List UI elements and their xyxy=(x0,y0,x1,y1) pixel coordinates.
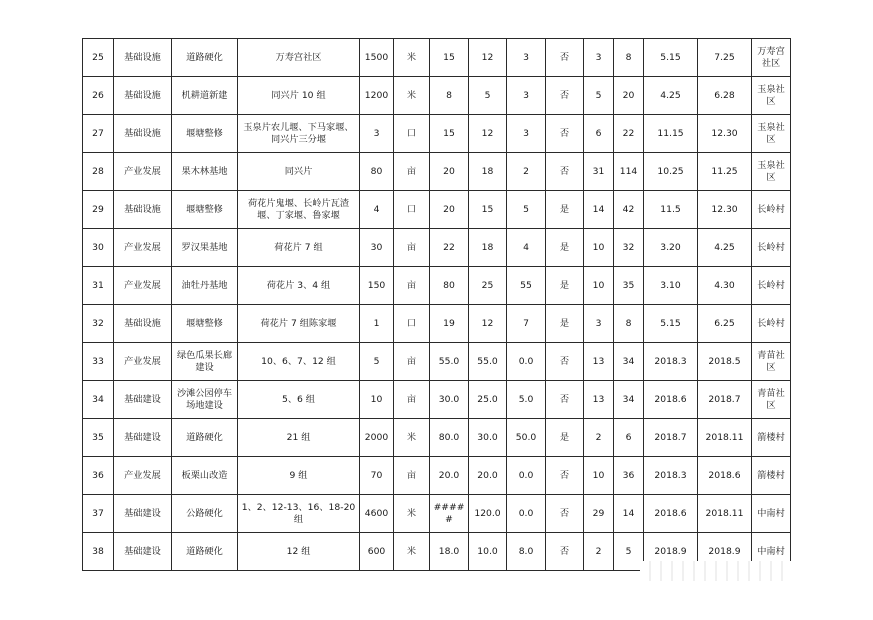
cell-households: 29 xyxy=(584,495,614,533)
cell-quantity: 70 xyxy=(360,457,394,495)
cell-people: 34 xyxy=(614,343,644,381)
cell-unit: 米 xyxy=(394,533,430,571)
cell-unit: 米 xyxy=(394,419,430,457)
cell-row-number: 27 xyxy=(83,115,114,153)
cell-category: 基础设施 xyxy=(114,77,172,115)
cell-row-number: 28 xyxy=(83,153,114,191)
cell-people: 22 xyxy=(614,115,644,153)
cell-fund-b: 4 xyxy=(507,229,546,267)
cell-households: 13 xyxy=(584,381,614,419)
cell-unit: 米 xyxy=(394,495,430,533)
cell-category: 产业发展 xyxy=(114,153,172,191)
cell-village: 万寿宫社区 xyxy=(752,39,791,77)
cell-village: 玉泉社区 xyxy=(752,77,791,115)
cell-fund-a: 18 xyxy=(469,153,507,191)
cell-poverty-flag: 否 xyxy=(546,39,584,77)
cell-quantity: 30 xyxy=(360,229,394,267)
cell-start-date: 3.10 xyxy=(644,267,698,305)
cell-poverty-flag: 否 xyxy=(546,153,584,191)
cell-total-investment: 20.0 xyxy=(430,457,469,495)
cell-row-number: 34 xyxy=(83,381,114,419)
table-row xyxy=(83,495,791,533)
cell-households: 3 xyxy=(584,39,614,77)
cell-category: 基础设施 xyxy=(114,39,172,77)
cell-row-number: 29 xyxy=(83,191,114,229)
scan-artifact xyxy=(640,561,792,581)
cell-total-investment: 20 xyxy=(430,191,469,229)
table-row xyxy=(83,39,791,77)
cell-project-type: 沙滩公园停车场地建设 xyxy=(172,381,238,419)
cell-households: 14 xyxy=(584,191,614,229)
cell-fund-b: 2 xyxy=(507,153,546,191)
cell-fund-b: 0.0 xyxy=(507,457,546,495)
cell-quantity: 4 xyxy=(360,191,394,229)
cell-fund-b: 5 xyxy=(507,191,546,229)
cell-category: 产业发展 xyxy=(114,457,172,495)
cell-location: 万寿宫社区 xyxy=(238,39,360,77)
cell-fund-a: 55.0 xyxy=(469,343,507,381)
cell-village: 中南村 xyxy=(752,533,791,571)
cell-row-number: 26 xyxy=(83,77,114,115)
cell-project-type: 堰塘整修 xyxy=(172,191,238,229)
cell-unit: 亩 xyxy=(394,381,430,419)
cell-quantity: 150 xyxy=(360,267,394,305)
cell-unit: 亩 xyxy=(394,153,430,191)
cell-location: 荷花片 7 组陈家堰 xyxy=(238,305,360,343)
cell-poverty-flag: 否 xyxy=(546,343,584,381)
cell-row-number: 25 xyxy=(83,39,114,77)
cell-poverty-flag: 是 xyxy=(546,229,584,267)
cell-location: 同兴片 10 组 xyxy=(238,77,360,115)
cell-quantity: 80 xyxy=(360,153,394,191)
table-row xyxy=(83,229,791,267)
cell-quantity: 4600 xyxy=(360,495,394,533)
cell-end-date: 2018.6 xyxy=(698,457,752,495)
cell-households: 3 xyxy=(584,305,614,343)
cell-unit: 亩 xyxy=(394,267,430,305)
cell-project-type: 堰塘整修 xyxy=(172,115,238,153)
cell-total-investment: 19 xyxy=(430,305,469,343)
cell-project-type: 板栗山改造 xyxy=(172,457,238,495)
cell-quantity: 2000 xyxy=(360,419,394,457)
cell-people: 42 xyxy=(614,191,644,229)
cell-village: 箭楼村 xyxy=(752,457,791,495)
cell-quantity: 1200 xyxy=(360,77,394,115)
cell-category: 基础建设 xyxy=(114,419,172,457)
cell-quantity: 1 xyxy=(360,305,394,343)
cell-fund-a: 5 xyxy=(469,77,507,115)
cell-quantity: 3 xyxy=(360,115,394,153)
cell-project-type: 道路硬化 xyxy=(172,39,238,77)
cell-category: 基础设施 xyxy=(114,115,172,153)
cell-people: 36 xyxy=(614,457,644,495)
cell-location: 5、6 组 xyxy=(238,381,360,419)
cell-start-date: 5.15 xyxy=(644,39,698,77)
cell-village: 长岭村 xyxy=(752,305,791,343)
cell-total-investment: 22 xyxy=(430,229,469,267)
cell-households: 5 xyxy=(584,77,614,115)
cell-total-investment: 18.0 xyxy=(430,533,469,571)
cell-fund-a: 25.0 xyxy=(469,381,507,419)
cell-project-type: 道路硬化 xyxy=(172,533,238,571)
cell-households: 6 xyxy=(584,115,614,153)
cell-start-date: 2018.6 xyxy=(644,495,698,533)
cell-unit: 米 xyxy=(394,77,430,115)
cell-category: 基础设施 xyxy=(114,305,172,343)
cell-unit: 亩 xyxy=(394,457,430,495)
cell-start-date: 4.25 xyxy=(644,77,698,115)
cell-people: 34 xyxy=(614,381,644,419)
cell-end-date: 11.25 xyxy=(698,153,752,191)
cell-unit: 亩 xyxy=(394,343,430,381)
cell-location: 荷花片 3、4 组 xyxy=(238,267,360,305)
cell-total-investment: 8 xyxy=(430,77,469,115)
table-row xyxy=(83,343,791,381)
cell-end-date: 4.30 xyxy=(698,267,752,305)
cell-people: 14 xyxy=(614,495,644,533)
cell-row-number: 31 xyxy=(83,267,114,305)
cell-start-date: 2018.6 xyxy=(644,381,698,419)
cell-fund-a: 30.0 xyxy=(469,419,507,457)
cell-village: 长岭村 xyxy=(752,191,791,229)
cell-start-date: 2018.9 xyxy=(644,533,698,571)
cell-poverty-flag: 否 xyxy=(546,77,584,115)
cell-quantity: 10 xyxy=(360,381,394,419)
cell-village: 中南村 xyxy=(752,495,791,533)
cell-fund-b: 3 xyxy=(507,39,546,77)
cell-households: 10 xyxy=(584,457,614,495)
cell-households: 2 xyxy=(584,419,614,457)
cell-poverty-flag: 否 xyxy=(546,115,584,153)
table-row xyxy=(83,305,791,343)
cell-households: 31 xyxy=(584,153,614,191)
cell-row-number: 37 xyxy=(83,495,114,533)
cell-fund-a: 12 xyxy=(469,115,507,153)
cell-start-date: 2018.3 xyxy=(644,343,698,381)
cell-end-date: 6.25 xyxy=(698,305,752,343)
cell-fund-b: 55 xyxy=(507,267,546,305)
cell-people: 20 xyxy=(614,77,644,115)
cell-unit: 口 xyxy=(394,305,430,343)
cell-category: 基础建设 xyxy=(114,495,172,533)
cell-category: 基础设施 xyxy=(114,191,172,229)
cell-quantity: 5 xyxy=(360,343,394,381)
cell-poverty-flag: 是 xyxy=(546,305,584,343)
cell-households: 2 xyxy=(584,533,614,571)
cell-end-date: 12.30 xyxy=(698,115,752,153)
cell-unit: 亩 xyxy=(394,229,430,267)
cell-category: 产业发展 xyxy=(114,229,172,267)
cell-project-type: 罗汉果基地 xyxy=(172,229,238,267)
cell-village: 长岭村 xyxy=(752,229,791,267)
cell-village: 长岭村 xyxy=(752,267,791,305)
cell-end-date: 2018.5 xyxy=(698,343,752,381)
cell-fund-a: 120.0 xyxy=(469,495,507,533)
table-row xyxy=(83,457,791,495)
cell-location: 10、6、7、12 组 xyxy=(238,343,360,381)
project-table xyxy=(82,38,791,571)
cell-project-type: 油牡丹基地 xyxy=(172,267,238,305)
cell-fund-b: 5.0 xyxy=(507,381,546,419)
cell-row-number: 36 xyxy=(83,457,114,495)
cell-unit: 口 xyxy=(394,191,430,229)
cell-fund-b: 0.0 xyxy=(507,343,546,381)
cell-end-date: 2018.11 xyxy=(698,419,752,457)
cell-poverty-flag: 是 xyxy=(546,267,584,305)
cell-start-date: 11.5 xyxy=(644,191,698,229)
cell-total-investment: 80 xyxy=(430,267,469,305)
cell-end-date: 12.30 xyxy=(698,191,752,229)
cell-location: 同兴片 xyxy=(238,153,360,191)
cell-unit: 口 xyxy=(394,115,430,153)
cell-village: 青苗社区 xyxy=(752,381,791,419)
table-row xyxy=(83,153,791,191)
cell-end-date: 6.28 xyxy=(698,77,752,115)
cell-poverty-flag: 否 xyxy=(546,381,584,419)
cell-end-date: 2018.7 xyxy=(698,381,752,419)
cell-poverty-flag: 是 xyxy=(546,191,584,229)
cell-fund-a: 25 xyxy=(469,267,507,305)
cell-total-investment: 15 xyxy=(430,39,469,77)
cell-poverty-flag: 否 xyxy=(546,533,584,571)
cell-location: 21 组 xyxy=(238,419,360,457)
cell-households: 13 xyxy=(584,343,614,381)
cell-end-date: 7.25 xyxy=(698,39,752,77)
cell-unit: 米 xyxy=(394,39,430,77)
cell-location: 荷花片鬼堰、长岭片瓦渣堰、丁家堰、鲁家堰 xyxy=(238,191,360,229)
cell-total-investment: ##### xyxy=(430,495,469,533)
cell-row-number: 33 xyxy=(83,343,114,381)
cell-fund-a: 15 xyxy=(469,191,507,229)
cell-fund-a: 10.0 xyxy=(469,533,507,571)
cell-fund-a: 12 xyxy=(469,39,507,77)
cell-total-investment: 55.0 xyxy=(430,343,469,381)
cell-fund-b: 50.0 xyxy=(507,419,546,457)
cell-poverty-flag: 是 xyxy=(546,419,584,457)
table-row xyxy=(83,381,791,419)
cell-fund-b: 3 xyxy=(507,77,546,115)
table-row xyxy=(83,115,791,153)
cell-project-type: 果木林基地 xyxy=(172,153,238,191)
cell-location: 荷花片 7 组 xyxy=(238,229,360,267)
cell-end-date: 2018.9 xyxy=(698,533,752,571)
cell-project-type: 道路硬化 xyxy=(172,419,238,457)
cell-people: 8 xyxy=(614,305,644,343)
cell-village: 玉泉社区 xyxy=(752,153,791,191)
cell-category: 产业发展 xyxy=(114,343,172,381)
cell-fund-b: 8.0 xyxy=(507,533,546,571)
cell-start-date: 11.15 xyxy=(644,115,698,153)
cell-location: 1、2、12-13、16、18-20 组 xyxy=(238,495,360,533)
cell-end-date: 4.25 xyxy=(698,229,752,267)
cell-category: 基础建设 xyxy=(114,381,172,419)
cell-row-number: 30 xyxy=(83,229,114,267)
cell-households: 10 xyxy=(584,229,614,267)
table-row xyxy=(83,191,791,229)
cell-end-date: 2018.11 xyxy=(698,495,752,533)
cell-fund-b: 0.0 xyxy=(507,495,546,533)
cell-start-date: 2018.3 xyxy=(644,457,698,495)
cell-row-number: 32 xyxy=(83,305,114,343)
cell-people: 5 xyxy=(614,533,644,571)
cell-fund-a: 18 xyxy=(469,229,507,267)
cell-quantity: 1500 xyxy=(360,39,394,77)
cell-households: 10 xyxy=(584,267,614,305)
cell-start-date: 2018.7 xyxy=(644,419,698,457)
cell-row-number: 35 xyxy=(83,419,114,457)
cell-fund-a: 12 xyxy=(469,305,507,343)
table-row xyxy=(83,77,791,115)
cell-start-date: 3.20 xyxy=(644,229,698,267)
table-body xyxy=(83,39,791,571)
cell-project-type: 堰塘整修 xyxy=(172,305,238,343)
cell-category: 基础建设 xyxy=(114,533,172,571)
cell-project-type: 绿色瓜果长廊建设 xyxy=(172,343,238,381)
cell-start-date: 10.25 xyxy=(644,153,698,191)
cell-project-type: 公路硬化 xyxy=(172,495,238,533)
cell-location: 9 组 xyxy=(238,457,360,495)
cell-people: 32 xyxy=(614,229,644,267)
cell-village: 玉泉社区 xyxy=(752,115,791,153)
cell-project-type: 机耕道新建 xyxy=(172,77,238,115)
cell-village: 青苗社区 xyxy=(752,343,791,381)
cell-people: 8 xyxy=(614,39,644,77)
cell-fund-a: 20.0 xyxy=(469,457,507,495)
cell-category: 产业发展 xyxy=(114,267,172,305)
table-row xyxy=(83,267,791,305)
cell-fund-b: 7 xyxy=(507,305,546,343)
cell-people: 6 xyxy=(614,419,644,457)
cell-location: 12 组 xyxy=(238,533,360,571)
cell-row-number: 38 xyxy=(83,533,114,571)
cell-start-date: 5.15 xyxy=(644,305,698,343)
cell-fund-b: 3 xyxy=(507,115,546,153)
cell-people: 114 xyxy=(614,153,644,191)
cell-total-investment: 20 xyxy=(430,153,469,191)
cell-total-investment: 15 xyxy=(430,115,469,153)
table-row xyxy=(83,419,791,457)
cell-people: 35 xyxy=(614,267,644,305)
cell-village: 箭楼村 xyxy=(752,419,791,457)
cell-quantity: 600 xyxy=(360,533,394,571)
cell-poverty-flag: 否 xyxy=(546,457,584,495)
cell-total-investment: 80.0 xyxy=(430,419,469,457)
cell-total-investment: 30.0 xyxy=(430,381,469,419)
cell-poverty-flag: 否 xyxy=(546,495,584,533)
cell-location: 玉泉片农儿堰、下马家堰、同兴片三分堰 xyxy=(238,115,360,153)
